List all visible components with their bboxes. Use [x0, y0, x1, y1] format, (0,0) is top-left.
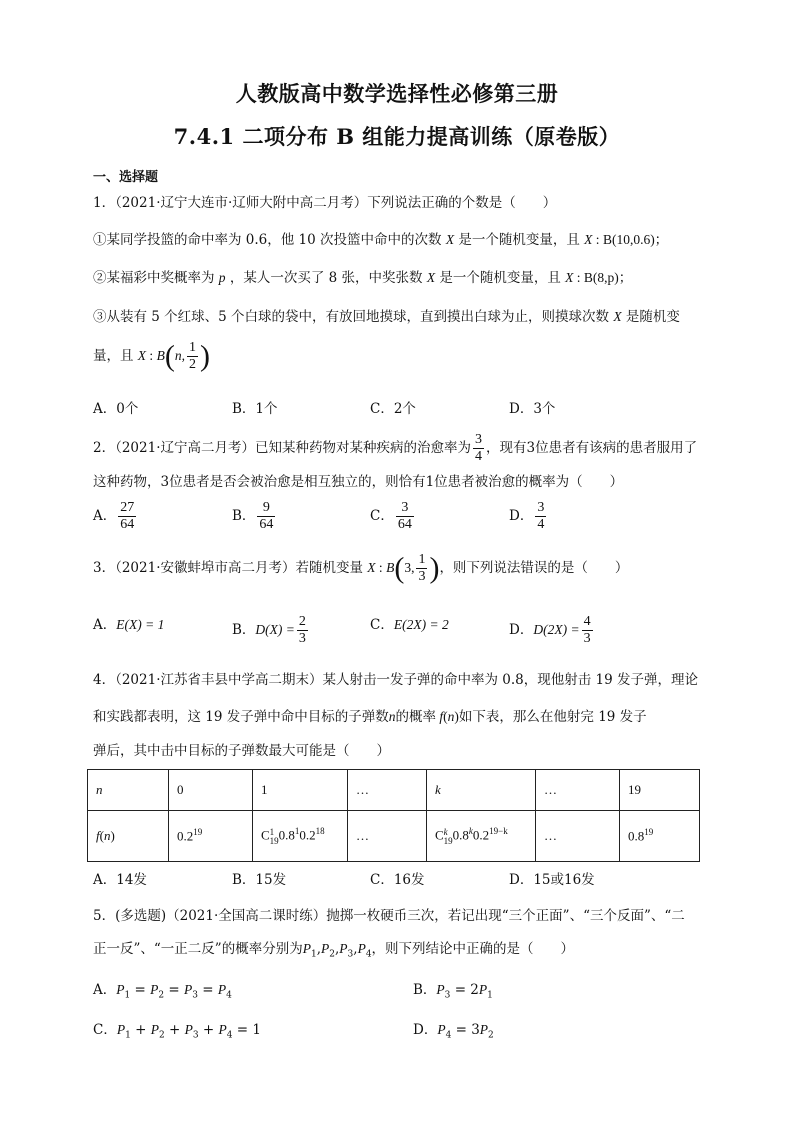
q3-option-c: C．E(2X) = 2 — [370, 617, 449, 633]
q1-s2-mid: ，某人一次买了 8 张，中奖张数 — [229, 270, 423, 286]
q1-option-c: C．2个 — [370, 401, 416, 417]
q3-dist-fraction: $\frac{1}{3}$ — [418, 552, 426, 584]
q3-option-a: A．E(X) = 1 — [93, 617, 165, 633]
q1-s2-mid2: 是一个随机变量，且 — [439, 270, 561, 286]
q1-s3-line2: 量，且 — [93, 348, 134, 364]
page-subtitle: 7.4.1 二项分布 B 组能力提高训练（原卷版） — [173, 124, 621, 149]
q1-s1-dist: B(10,0.6)； — [602, 232, 669, 247]
q4-option-b: B．15发 — [232, 872, 287, 888]
q4-option-d: D．15或16发 — [509, 872, 595, 888]
table-cell: … — [536, 811, 620, 862]
q1-option-b: B．1个 — [232, 401, 278, 417]
q1-s2-dist: B(8,p)； — [583, 270, 633, 285]
table-cell: C k 19 $0.8^k0.2^{19-k}$ — [427, 811, 536, 862]
table-cell: 0 — [169, 770, 253, 811]
table-cell: k — [427, 770, 536, 811]
q1-stem: 1．（2021·辽宁大连市·辽师大附中高二月考）下列说法正确的个数是（ ） — [93, 195, 557, 211]
q1-s1-mid: 是一个随机变量，且 — [458, 232, 580, 248]
probability-table — [87, 769, 700, 862]
table-cell: $0.2^{19}$ — [169, 811, 253, 862]
q2-text: 2．（2021·辽宁高二月考）已知某种药物对某种疾病的治愈率为 — [93, 440, 471, 456]
q2-option-b: B． $\frac{9}{64}$ — [232, 500, 274, 532]
q4-stem-line2: 和实践都表明，这 19 发子弹中命中目标的子弹数n的概率 f(n)如下表，那么在他射完 19 发子 — [93, 709, 647, 725]
q1-statement-1: ①某同学投篮的命中率为 0.6，他 10 次投篮中命中的次数 X 是一个随机变量，且 X : B(10,0.6)； — [93, 232, 669, 248]
q4-stem-line1: 4．（2021·江苏省丰县中学高二期末）某人射击一发子弹的命中率为 0.8，现他射击 19 发子弹，理论 — [93, 672, 699, 688]
table-cell: f(n) — [88, 811, 169, 862]
q1-s3-n: n, — [174, 348, 185, 363]
q1-s2-text: ②某福彩中奖概率为 — [93, 270, 215, 286]
table-cell: … — [348, 811, 427, 862]
q3-option-b: B．D(X) = $\frac{2}{3}$ — [232, 614, 306, 646]
table-row — [88, 770, 700, 811]
section-heading: 一、选择题 — [93, 170, 159, 185]
q1-option-d: D．3个 — [509, 401, 556, 417]
q3-option-d: D．D(2X) = $\frac{4}{3}$ — [509, 614, 591, 646]
q5-stem-line1: 5．(多选题)（2021·全国高二课时练）抛掷一枚硬币三次，若记出现“三个正面”、“三个反面”、“二 — [93, 908, 685, 924]
q5-option-b: B．$P_3 = 2P_1$ — [413, 982, 493, 1001]
q2-text-post: ，现有3位患者有该病的患者服用了 — [486, 440, 698, 456]
q2-option-c: C． $\frac{3}{64}$ — [370, 500, 412, 532]
q5-option-d: D．$P_4 = 3P_2$ — [413, 1022, 494, 1041]
q3-text: 3．（2021·安徽蚌埠市高二月考）若随机变量 — [93, 560, 363, 576]
q1-statement-3-line2: 量，且 X : B(n, $\frac{1}{2}$ ) — [93, 339, 210, 373]
q1-statement-3: ③从装有 5 个红球、5 个白球的袋中，有放回地摸球，直到摸出白球为止，则摸球次数 X 是随机变 — [93, 309, 680, 325]
table-cell: … — [536, 770, 620, 811]
table-row — [88, 811, 700, 862]
table-cell: n — [88, 770, 169, 811]
q1-option-a: A．0个 — [93, 401, 139, 417]
q1-s3-text: ③从装有 5 个红球、5 个白球的袋中，有放回地摸球，直到摸出白球为止，则摸球次数 — [93, 309, 610, 325]
q5-option-c: C．$P_1 + P_2 + P_3 + P_4 = 1$ — [93, 1022, 261, 1041]
q1-statement-2: ②某福彩中奖概率为 p ，某人一次买了 8 张，中奖张数 X 是一个随机变量，且 X : B(8,p)； — [93, 270, 633, 286]
table-cell: 19 — [620, 770, 700, 811]
table-cell: C 1 19 $0.8^10.2^{18}$ — [253, 811, 348, 862]
q3-text-post: ，则下列说法错误的是（ ） — [439, 560, 629, 576]
q4-option-c: C．16发 — [370, 872, 425, 888]
q2-option-d: D． $\frac{3}{4}$ — [509, 500, 545, 532]
q2-stem-line1 — [93, 432, 697, 465]
q5-stem-line2: 正一反”、“一正二反”的概率分别为$P_1,P_2,P_3,P_4$，则下列结论中正确的是（ ） — [93, 941, 575, 960]
q1-s1-text: ①某同学投篮的命中率为 0.6，他 10 次投篮中命中的次数 — [93, 232, 442, 248]
q3-stem: 3．（2021·安徽蚌埠市高二月考）若随机变量 X : B(3, $\frac{1}{3}$ )，则下列说法错误的是（ ） — [93, 551, 629, 585]
table-cell: 1 — [253, 770, 348, 811]
q1-s3-post: 是随机变 — [625, 309, 680, 325]
q2-rate-fraction: $\frac{3}{4}$ — [475, 432, 482, 464]
q4-option-a: A．14发 — [93, 872, 147, 888]
q1-s3-fraction: $\frac{1}{2}$ — [188, 340, 196, 372]
table-cell: … — [348, 770, 427, 811]
table-cell: $0.8^{19}$ — [620, 811, 700, 862]
q3-dist-a: 3, — [404, 560, 415, 575]
q5-option-a: A．$P_1 = P_2 = P_3 = P_4$ — [93, 982, 232, 1001]
page-title: 人教版高中数学选择性必修第三册 — [235, 81, 559, 106]
q2-option-a: A． $\frac{27}{64}$ — [93, 500, 135, 532]
q4-stem-line3: 弹后，其中击中目标的子弹数最大可能是（ ） — [93, 743, 390, 759]
q2-stem-line2: 这种药物，3位患者是否会被治愈是相互独立的，则恰有1位患者被治愈的概率为（ ） — [93, 474, 624, 490]
